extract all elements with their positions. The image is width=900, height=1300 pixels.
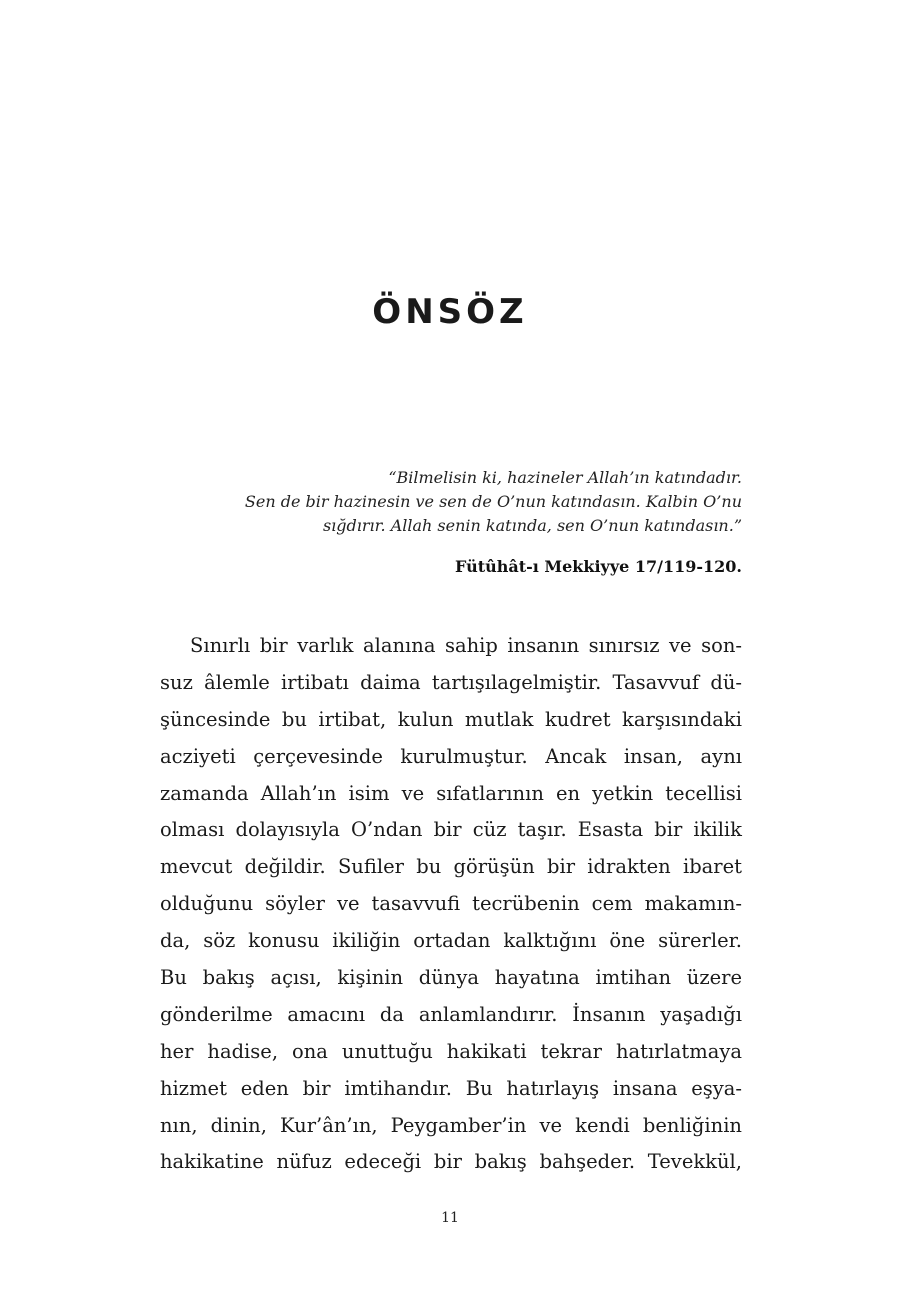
- body-line: hakikatine nüfuz edeceği bir bakış bahşeder. Tevekkül,: [160, 1150, 742, 1174]
- body-line: olduğunu söyler ve tasavvufi tecrübenin cem makamın-: [160, 892, 742, 916]
- body-line: suz âlemle irtibatı daima tartışılagelmiştir. Tasavvuf dü-: [160, 670, 742, 694]
- page-number: 11: [441, 1210, 459, 1226]
- body-line: her hadise, ona unuttuğu hakikati tekrar hatırlatmaya: [160, 1039, 742, 1063]
- body-line: olması dolayısıyla O’ndan bir cüz taşır. Esasta bir ikilik: [160, 818, 742, 842]
- body-line: Sınırlı bir varlık alanına sahip insanın sınırsız ve son-: [190, 634, 742, 657]
- body-paragraph: [160, 628, 742, 1181]
- body-line: mevcut değildir. Sufiler bu görüşün bir idrakten ibaret: [160, 855, 742, 879]
- epigraph-line: “Bilmelisin ki, hazineler Allah’ın katındadır.: [388, 468, 742, 487]
- body-line: acziyeti çerçevesinde kurulmuştur. Ancak insan, aynı: [160, 744, 742, 768]
- body-line: zamanda Allah’ın isim ve sıfatlarının en yetkin tecellisi: [160, 781, 742, 805]
- epigraph-line: sığdırır. Allah senin katında, sen O’nun katındasın.”: [322, 516, 742, 535]
- body-line: Bu bakış açısı, kişinin dünya hayatına imtihan üzere: [160, 966, 742, 990]
- epigraph: [160, 466, 742, 578]
- body-line: hizmet eden bir imtihandır. Bu hatırlayış insana eşya-: [160, 1076, 742, 1100]
- body-line: gönderilme amacını da anlamlandırır. İnsanın yaşadığı: [160, 1002, 742, 1026]
- body-line: nın, dinin, Kur’ân’ın, Peygamber’in ve kendi benliğinin: [160, 1113, 742, 1137]
- chapter-title: ÖNSÖZ: [372, 292, 528, 332]
- epigraph-line: Sen de bir hazinesin ve sen de O’nun katındasın. Kalbin O’nu: [244, 492, 742, 511]
- epigraph-source: Fütûhât-ı Mekkiyye 17/119-120.: [454, 557, 742, 576]
- body-line: da, söz konusu ikiliğin ortadan kalktığını öne sürerler.: [160, 929, 742, 953]
- body-line: şüncesinde bu irtibat, kulun mutlak kudret karşısındaki: [160, 707, 742, 731]
